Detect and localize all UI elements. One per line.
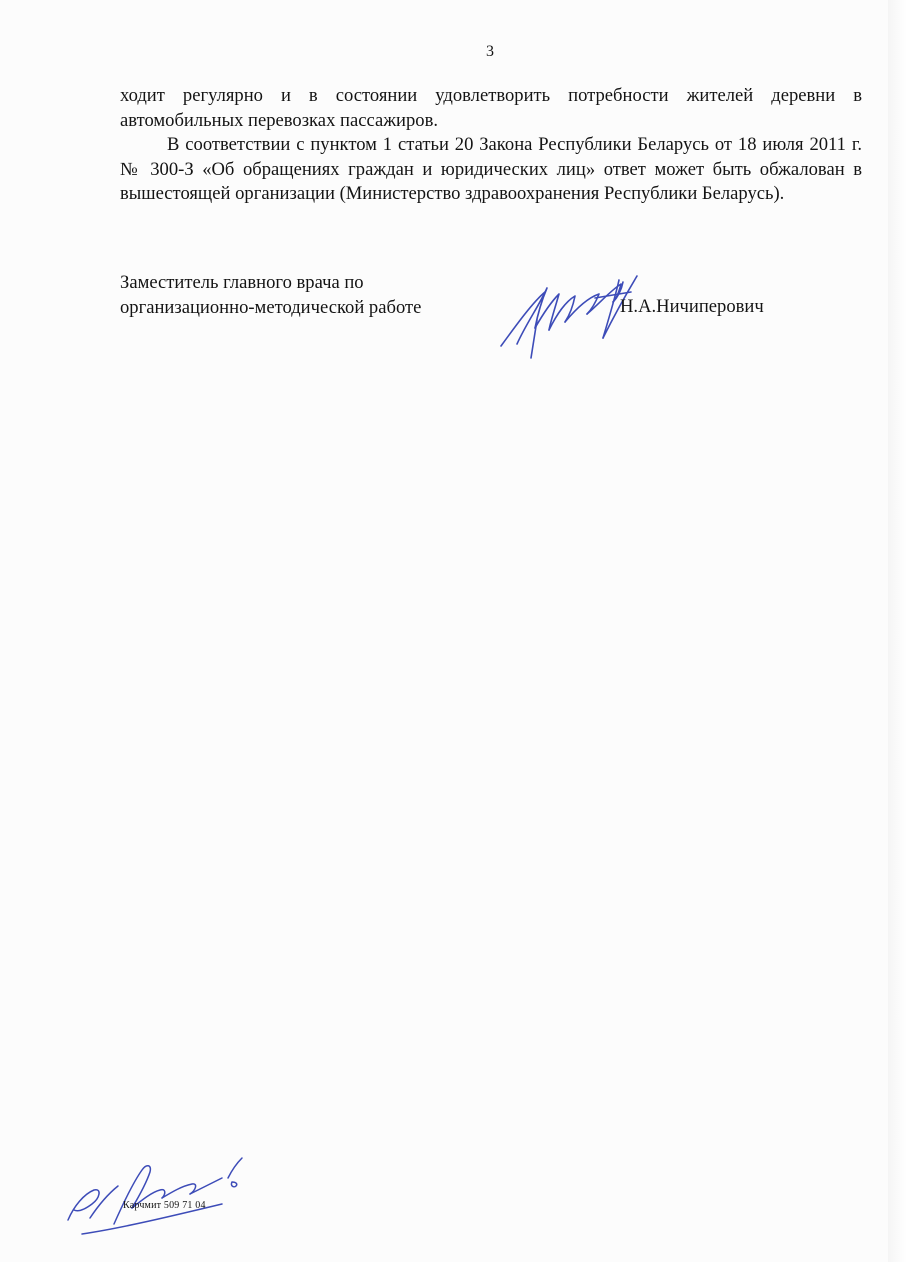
signatory-position (120, 271, 421, 320)
letter-body (120, 84, 862, 207)
paragraph-appeal-notice: В соответствии с пунктом 1 статьи 20 Закона Республики Беларусь от 18 июля 2011 г. № 300-З «Об обращениях граждан и юридических лиц» ответ может быть обжалован в вышестоящей организации (Министерство здравоохранения Республики Беларусь). (120, 134, 862, 205)
signatory-name: Н.А.Ничиперович (620, 296, 764, 317)
signatory-position-line2: организационно-методической работе (120, 296, 422, 318)
page-number: 3 (486, 43, 494, 60)
signatory-position-line1: Заместитель главного врача по (120, 272, 364, 293)
executor-contact: Карчмит 509 71 04 (123, 1200, 206, 1211)
executor-signature-icon (62, 1150, 262, 1245)
paragraph-continuation: ходит регулярно и в состоянии удовлетворить потребности жителей деревни в автомобильных перевозках пассажиров. (120, 85, 862, 131)
scan-edge-bottom (0, 1262, 907, 1280)
scan-edge-right (888, 0, 907, 1280)
